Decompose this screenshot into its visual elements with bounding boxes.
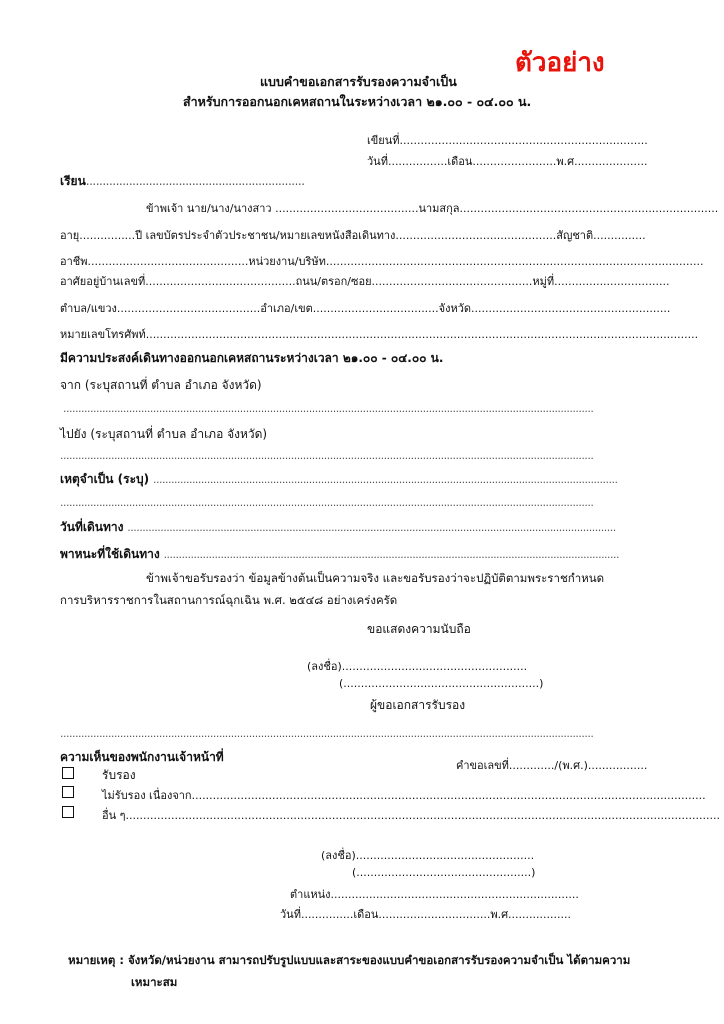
subdistrict-field[interactable]: ตำบล/แขวง.........................................อำเภอ/เขต....................................จังหวัด......................................................... — [60, 302, 671, 315]
other-label[interactable]: อื่น ๆ.......................................................................................................................................................................... — [102, 809, 720, 822]
age-id-field[interactable]: อายุ................ปี เลขบัตรประจำตัวประชาชน/หมายเลขหนังสือเดินทาง..............................................สัญชาติ............... — [60, 229, 646, 242]
certify-line-2: การบริหารราชการในสถานการณ์ฉุกเฉิน พ.ศ. ๒๕๔๘ อย่างเคร่งครัด — [60, 593, 398, 607]
officer-printed-name-field[interactable]: (..................................................) — [352, 866, 536, 879]
destination-label: ไปยัง (ระบุสถานที่ ตำบล อำเภอ จังหวัด) — [60, 427, 268, 441]
addressee-dots: .................................................................. — [85, 174, 305, 188]
reason-dots: ........................................................................................................................................................... — [152, 473, 618, 486]
travel-date-label: วันที่เดินทาง — [60, 520, 124, 534]
request-number-field[interactable]: คำขอเลขที่............./(พ.ศ.)................. — [456, 759, 648, 772]
reject-label[interactable]: ไม่รับรอง เนื่องจาก................................................................................................................................................... — [102, 789, 706, 802]
purpose-heading: มีความประสงค์เดินทางออกนอกเคหสถานระหว่างเวลา ๒๑.๐๐ - ๐๔.๐๐ น. — [60, 351, 444, 365]
applicant-caption: ผู้ขอเอกสารรับรอง — [370, 698, 466, 712]
sample-stamp: ตัวอย่าง — [515, 48, 605, 78]
certify-line-1: ข้าพเจ้าขอรับรองว่า ข้อมูลข้างต้นเป็นความจริง และขอรับรองว่าจะปฏิบัติตามพระราชกำหนด — [146, 571, 605, 585]
phone-field[interactable]: หมายเลขโทรศัพท์.............................................................................................................................................................. — [60, 328, 699, 341]
applicant-printed-name-field[interactable]: (........................................................) — [339, 677, 544, 690]
address-field[interactable]: อาศัยอยู่บ้านเลขที่...........................................ถนน/ตรอก/ซอย..............................................หมู่ที่................................. — [60, 275, 670, 288]
travel-date-field[interactable] — [60, 518, 616, 537]
addressee-label: เรียน — [60, 174, 86, 188]
applicant-name-field[interactable]: ข้าพเจ้า นาย/นาง/นางสาว .........................................นามสกุล.......................................................................... — [146, 202, 719, 215]
note-line-2: เหมาะสม — [131, 975, 178, 989]
officer-heading: ความเห็นของพนักงานเจ้าหน้าที่ — [60, 750, 224, 764]
form-title: แบบคำขอเอกสารรับรองความจำเป็น — [260, 74, 457, 89]
vehicle-label: พาหนะที่ใช้เดินทาง — [60, 547, 160, 561]
from-input[interactable]: ................................................................................................................................................................................. — [63, 402, 594, 415]
officer-date-field[interactable]: วันที่...............เดือน................................พ.ศ.................. — [280, 908, 571, 921]
addressee-field[interactable] — [60, 172, 305, 191]
vehicle-dots: ........................................................................................................................................................ — [163, 548, 620, 561]
travel-date-dots: ................................................................................................................................................................... — [127, 521, 616, 534]
reason-label: เหตุจำเป็น (ระบุ) — [60, 472, 150, 486]
occupation-field[interactable]: อาชีพ..............................................หน่วยงาน/บริษัท............................................................................................................ — [60, 255, 704, 268]
destination-input[interactable]: .................................................................................................................................................................................. — [60, 449, 594, 462]
respect-text: ขอแสดงความนับถือ — [367, 622, 471, 636]
section-divider: .................................................................................................................................................................................. — [60, 727, 594, 740]
reason-input-2[interactable]: .................................................................................................................................................................................. — [60, 496, 594, 509]
date-field[interactable]: วันที่.................เดือน........................พ.ศ..................... — [367, 155, 648, 168]
written-at-field[interactable]: เขียนที่....................................................................... — [367, 134, 648, 147]
applicant-signature-field[interactable]: (ลงชื่อ)..................................................... — [307, 660, 528, 673]
vehicle-field[interactable] — [60, 545, 619, 564]
approve-label: รับรอง — [102, 768, 136, 782]
officer-position-field[interactable]: ตำแหน่ง....................................................................... — [290, 888, 579, 901]
reject-checkbox[interactable] — [62, 786, 74, 798]
officer-signature-field[interactable]: (ลงชื่อ)................................................... — [321, 849, 535, 862]
reason-field[interactable] — [60, 470, 617, 489]
note-line-1: หมายเหตุ : จังหวัด/หน่วยงาน สามารถปรับรูปแบบและสาระของแบบคำขอเอกสารรับรองความจำเป็น ได้ตามความ — [68, 953, 631, 967]
from-label: จาก (ระบุสถานที่ ตำบล อำเภอ จังหวัด) — [60, 378, 262, 392]
approve-checkbox[interactable] — [62, 767, 74, 779]
other-checkbox[interactable] — [62, 806, 74, 818]
form-subtitle: สำหรับการออกนอกเคหสถานในระหว่างเวลา ๒๑.๐๐ - ๐๔.๐๐ น. — [183, 94, 532, 109]
